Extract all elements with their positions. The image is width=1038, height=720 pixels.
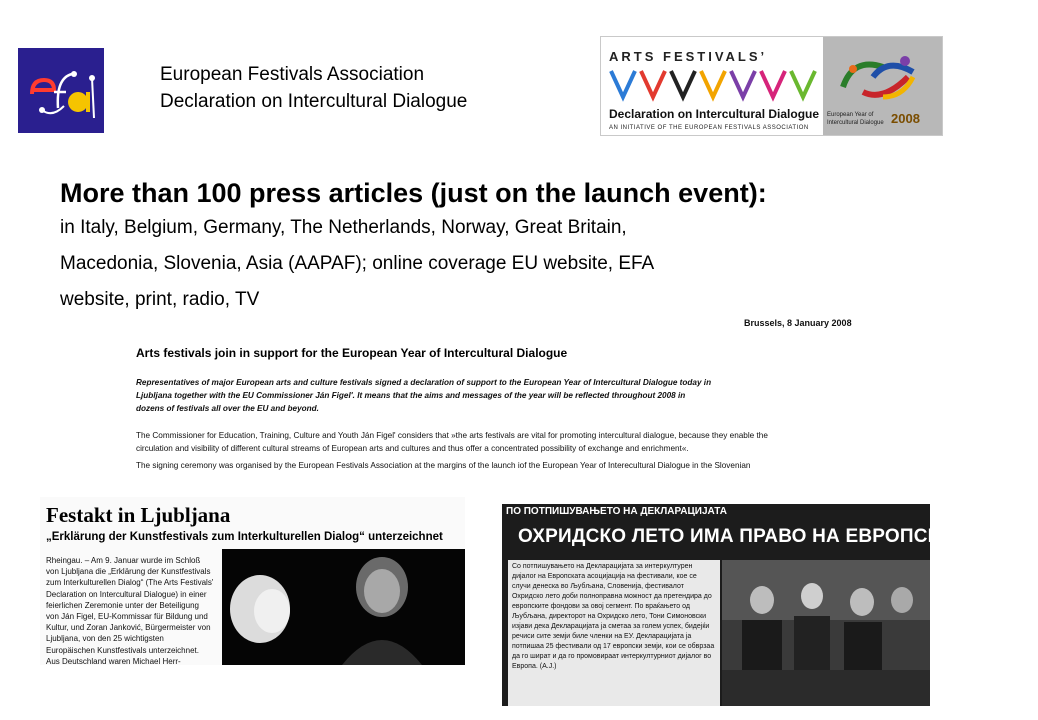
- banner-declaration: Declaration on Intercultural Dialogue: [609, 107, 820, 121]
- macedonian-newspaper-clipping: [502, 504, 1038, 706]
- banner-title: ARTS FESTIVALS’: [609, 49, 768, 64]
- banner-initiative: AN INITIATIVE OF THE EUROPEAN FESTIVALS ASSOCIATION: [609, 125, 809, 131]
- macedonian-clip-title: ОХРИДСКО ЛЕТО ИМА ПРАВО НА ЕВРОПСКИТЕ ПАРИ: [518, 526, 1038, 547]
- press-release-p1-line1: Representatives of major European arts and culture festivals signed a declaration of support to the European Year of Intercultural Dialogue today in: [136, 378, 712, 387]
- german-clip-title: Festakt in Ljubljana: [46, 503, 231, 527]
- body-line-1: in Italy, Belgium, Germany, The Netherlands, Norway, Great Britain,: [60, 217, 627, 238]
- body-line-3: website, print, radio, TV: [60, 289, 260, 310]
- headline: More than 100 press articles (just on the launch event):: [60, 178, 767, 208]
- arts-festivals-banner: [600, 36, 943, 136]
- macedonian-clip-body: Со потпишувањето на Декларацијата за интеркултурен дијалог на Европската асоцијација на фестивали, кое се случи денеска во Љубљана, Словенија, фестивалот Охридско лето доби полноправна можност да претендира до европските фондови за овој сегмент. По враќањето од Љубљана, директорот на Охридско лето, Тони Симоновски изјави дека Декларацијата ја сметаа за голем успех, бидејќи речиси сите земји биле членки на ЕУ. Декларацијата ја потпишаа 25 фестивали од 17 европски земји, кои се обврзаа да го шират и да го промовираат интеркултурниот дијалог во Европа. (А.Ј.): [508, 560, 720, 706]
- german-newspaper-clipping: [40, 497, 465, 665]
- press-release-p1-line3: dozens of festivals all over the EU and beyond.: [136, 404, 319, 413]
- press-release-p1-line2: Ljubljana together with the EU Commissioner Ján Figel'. It means that the aims and messages of the year will be reflected throughout 2008 in: [136, 391, 686, 400]
- eu-year-label: European Year of Intercultural Dialogue: [827, 112, 884, 126]
- german-clip-body: Rheingau. – Am 9. Januar wurde im Schloß von Ljubljana die „Erklärung der Kunstfestivals zum Interkulturellen Dialog“ (The Arts Festivals' Declaration on Intercultural Dialogue) in einer feierlichen Zeremonie unter der Beteiligung von Ján Figel, EU-Kommissar für Bildung und Kultur, und Zoran Janković, Bürgermeister von Ljubljana, von den 25 wichtigsten Europäischen Kunstfestivals unterzeichnet. Aus Deutschland waren Michael Herr-: [46, 556, 214, 666]
- body-line-2: Macedonia, Slovenia, Asia (AAPAF); online coverage EU website, EFA: [60, 253, 655, 274]
- press-release-date: Brussels, 8 January 2008: [744, 318, 852, 328]
- banner-declaration-panel: [601, 37, 823, 135]
- press-release-p3: The signing ceremony was organised by the European Festivals Association at the margins of the launch iof the European Year of Interecultural Dialogue in the Slovenian: [136, 461, 751, 470]
- eu-year-number: 2008: [891, 111, 920, 126]
- header-title: European Festivals Association: [160, 64, 425, 85]
- press-release-title: Arts festivals join in support for the European Year of Intercultural Dialogue: [136, 346, 568, 360]
- german-clip-photo: [222, 549, 465, 665]
- zigzag-stripes-icon: [609, 67, 817, 101]
- photo-people-icon: [222, 549, 465, 665]
- press-release-p2-line1: The Commissioner for Education, Training, Culture and Youth Ján Figel' considers that »the arts festivals are vital for promoting intercultural dialogue, because they enable the: [136, 431, 768, 440]
- macedonian-clip-kicker: ПО ПОТПИШУВАЊЕТО НА ДЕКЛАРАЦИЈАТА: [506, 506, 727, 517]
- photo-ceremony-icon: [722, 560, 930, 706]
- macedonian-clip-photo: [722, 560, 930, 706]
- eu-year-swirl-icon: [833, 47, 933, 107]
- header-subtitle: Declaration on Intercultural Dialogue: [160, 91, 468, 112]
- efa-logo-icon: [18, 48, 104, 133]
- press-release-p2-line2: circulation and visibility of different cultural streams of European arts and cultures and thus offer a concentrated possibility of exchange and enrichment«.: [136, 444, 689, 453]
- efa-logo: [18, 48, 104, 133]
- german-clip-subtitle: „Erklärung der Kunstfestivals zum Interkulturellen Dialog“ unterzeichnet: [46, 531, 443, 543]
- press-release-clipping: [136, 338, 836, 478]
- eu-year-logo: [823, 37, 942, 135]
